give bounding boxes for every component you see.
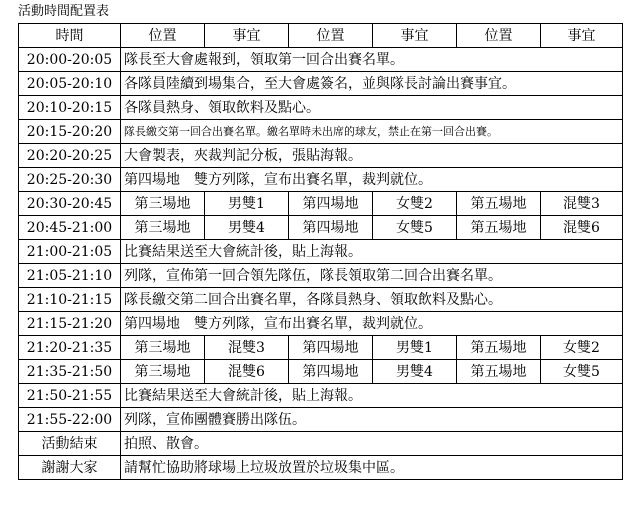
- match-cell: 混雙6: [541, 216, 623, 240]
- time-cell: 20:15-20:20: [19, 120, 121, 144]
- header-cell: 事宜: [373, 24, 457, 48]
- table-row: [19, 144, 623, 168]
- location-cell: 第四場地: [289, 192, 373, 216]
- location-cell: 第五場地: [457, 192, 541, 216]
- table-row: [19, 456, 623, 480]
- time-cell: 21:50-21:55: [19, 384, 121, 408]
- match-cell: 女雙2: [373, 192, 457, 216]
- header-cell: 位置: [289, 24, 373, 48]
- table-row: [19, 72, 623, 96]
- location-cell: 第四場地: [289, 216, 373, 240]
- header-cell: 位置: [121, 24, 205, 48]
- match-cell: 男雙4: [373, 360, 457, 384]
- table-row: [19, 216, 623, 240]
- location-cell: 第五場地: [457, 360, 541, 384]
- match-cell: 男雙1: [373, 336, 457, 360]
- table-row: [19, 240, 623, 264]
- match-cell: 女雙5: [541, 360, 623, 384]
- match-cell: 女雙5: [373, 216, 457, 240]
- header-cell: 事宜: [541, 24, 623, 48]
- description-cell: 各隊員陸續到場集合，至大會處簽名，並與隊長討論出賽事宜。: [121, 72, 623, 96]
- time-cell: 活動結束: [19, 432, 121, 456]
- schedule-table: [18, 23, 623, 480]
- table-row: [19, 312, 623, 336]
- time-cell: 20:00-20:05: [19, 48, 121, 72]
- time-cell: 21:35-21:50: [19, 360, 121, 384]
- header-cell: 事宜: [205, 24, 289, 48]
- description-cell: 請幫忙協助將球場上垃圾放置於垃圾集中區。: [121, 456, 623, 480]
- description-cell: 比賽結果送至大會統計後，貼上海報。: [121, 240, 623, 264]
- match-cell: 混雙6: [205, 360, 289, 384]
- table-row: [19, 408, 623, 432]
- table-row: [19, 360, 623, 384]
- description-cell: 第四場地 雙方列隊，宣布出賽名單，裁判就位。: [121, 168, 623, 192]
- table-row: [19, 48, 623, 72]
- description-cell: 第四場地 雙方列隊，宣布出賽名單，裁判就位。: [121, 312, 623, 336]
- description-cell: 各隊員熱身、領取飲料及點心。: [121, 96, 623, 120]
- schedule-body: [19, 24, 623, 480]
- location-cell: 第三場地: [121, 360, 205, 384]
- document-title: 活動時間配置表: [18, 4, 110, 19]
- time-cell: 21:20-21:35: [19, 336, 121, 360]
- table-row: [19, 336, 623, 360]
- time-cell: 謝謝大家: [19, 456, 121, 480]
- table-row: [19, 288, 623, 312]
- time-cell: 20:20-20:25: [19, 144, 121, 168]
- time-cell: 21:15-21:20: [19, 312, 121, 336]
- header-row: [19, 24, 623, 48]
- description-cell: 大會製表，夾裁判記分板，張貼海報。: [121, 144, 623, 168]
- location-cell: 第三場地: [121, 336, 205, 360]
- table-row: [19, 120, 623, 144]
- time-cell: 21:00-21:05: [19, 240, 121, 264]
- match-cell: 混雙3: [205, 336, 289, 360]
- table-row: [19, 192, 623, 216]
- match-cell: 混雙3: [541, 192, 623, 216]
- header-cell: 位置: [457, 24, 541, 48]
- time-cell: 21:10-21:15: [19, 288, 121, 312]
- table-row: [19, 168, 623, 192]
- location-cell: 第五場地: [457, 216, 541, 240]
- description-cell: 比賽結果送至大會統計後，貼上海報。: [121, 384, 623, 408]
- time-cell: 20:25-20:30: [19, 168, 121, 192]
- description-cell: 列隊，宣佈第一回合領先隊伍，隊長領取第二回合出賽名單。: [121, 264, 623, 288]
- description-cell: 隊長繳交第一回合出賽名單。繳名單時未出席的球友，禁止在第一回合出賽。: [121, 120, 623, 144]
- time-cell: 21:05-21:10: [19, 264, 121, 288]
- match-cell: 男雙1: [205, 192, 289, 216]
- location-cell: 第四場地: [289, 336, 373, 360]
- table-row: [19, 96, 623, 120]
- header-cell: 時間: [19, 24, 121, 48]
- table-row: [19, 432, 623, 456]
- time-cell: 20:30-20:45: [19, 192, 121, 216]
- match-cell: 女雙2: [541, 336, 623, 360]
- time-cell: 20:10-20:15: [19, 96, 121, 120]
- description-cell: 列隊，宣佈團體賽勝出隊伍。: [121, 408, 623, 432]
- time-cell: 21:55-22:00: [19, 408, 121, 432]
- location-cell: 第三場地: [121, 216, 205, 240]
- location-cell: 第四場地: [289, 360, 373, 384]
- time-cell: 20:45-21:00: [19, 216, 121, 240]
- time-cell: 20:05-20:10: [19, 72, 121, 96]
- description-cell: 隊長至大會處報到，領取第一回合出賽名單。: [121, 48, 623, 72]
- description-cell: 隊長繳交第二回合出賽名單，各隊員熱身、領取飲料及點心。: [121, 288, 623, 312]
- description-cell: 拍照、散會。: [121, 432, 623, 456]
- table-row: [19, 264, 623, 288]
- location-cell: 第三場地: [121, 192, 205, 216]
- match-cell: 男雙4: [205, 216, 289, 240]
- table-row: [19, 384, 623, 408]
- location-cell: 第五場地: [457, 336, 541, 360]
